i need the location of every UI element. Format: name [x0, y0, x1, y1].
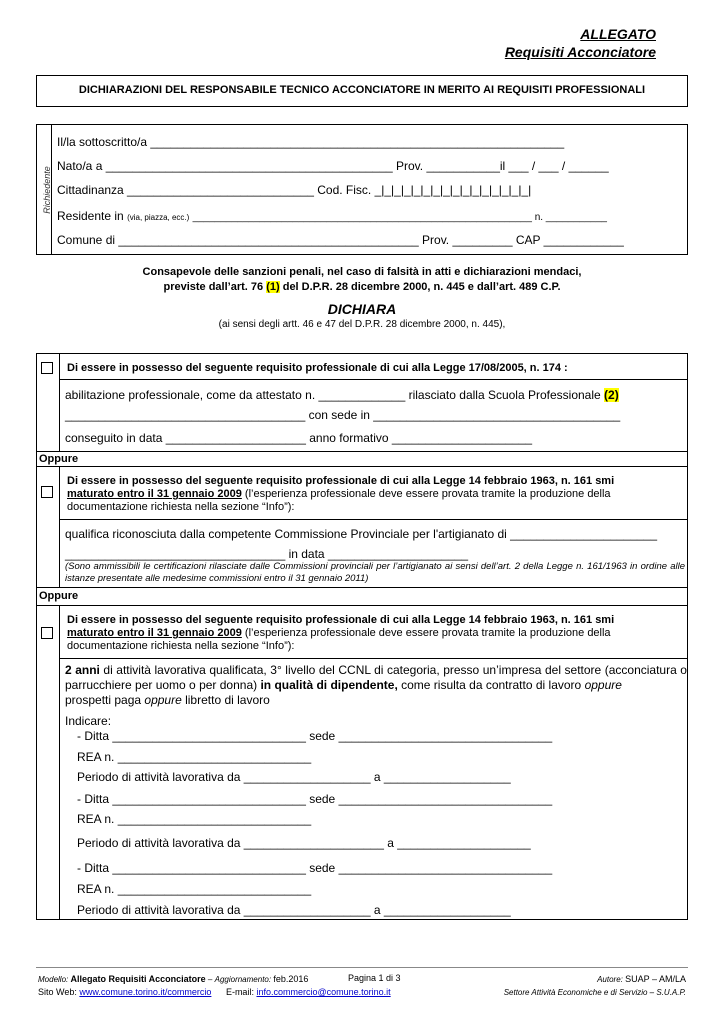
periodo-field-2[interactable]: Periodo di attività lavorativa da _____________________ a ____________________ — [77, 836, 531, 850]
section3-title-b: maturato entro il 31 gennaio 2009 (l’esperienza professionale deve essere provata tramite la produzione della — [67, 627, 611, 639]
section3-title-a: Di essere in possesso del seguente requisito professionale di cui alla Legge 14 febbraio 1963, n. 161 smi — [67, 614, 615, 626]
section2-note: (Sono ammissibili le certificazioni rilasciate dalle Commissioni provinciali per l’artigianato ai sensi dell’art. 2 della Legge n. 161/1963 in ordine alle istanze presentate alle medesime commissioni entro il 31 gennaio 2011) — [65, 561, 685, 584]
nato-field[interactable]: Nato/a a ___________________________________________ Prov. ___________il ___ / ___ / ______ — [57, 159, 609, 173]
ditta-field-3[interactable]: - Ditta _____________________________ sede ________________________________ — [77, 861, 553, 875]
section1-checkbox[interactable] — [41, 362, 53, 374]
indicare-label: Indicare: — [65, 714, 112, 728]
qualifica-data-line[interactable]: _________________________________ in data _____________________ — [65, 547, 469, 561]
section1-title: Di essere in possesso del seguente requisito professionale di cui alla Legge 17/08/2005, n. 174 : — [67, 362, 568, 374]
section2-title-c: documentazione richiesta nella sezione “Info”): — [67, 501, 295, 513]
section2-title-a: Di essere in possesso del seguente requisito professionale di cui alla Legge 14 febbraio 1963, n. 161 smi — [67, 475, 615, 487]
section3-title-c: documentazione richiesta nella sezione “Info”): — [67, 640, 295, 652]
title-box — [36, 75, 688, 107]
rea-field-3[interactable]: REA n. _____________________________ — [77, 882, 312, 896]
email-link[interactable]: info.commercio@comune.torino.it — [256, 987, 391, 997]
consapevole-line2: previste dall’art. 76 (1) del D.P.R. 28 dicembre 2000, n. 445 e dall’art. 489 C.P. — [163, 281, 561, 293]
header-allegato: ALLEGATO — [580, 26, 656, 42]
residente-blank: _____________________________________________________________ n. ___________ — [192, 212, 607, 223]
periodo-field-3[interactable]: Periodo di attività lavorativa da ___________________ a ___________________ — [77, 903, 511, 917]
footer-pagina: Pagina 1 di 3 — [348, 973, 401, 983]
comune-field[interactable]: Comune di _____________________________________________ Prov. _________ CAP ____________ — [57, 233, 624, 247]
periodo-field-1[interactable]: Periodo di attività lavorativa da ___________________ a ___________________ — [77, 770, 511, 784]
rea-field-2[interactable]: REA n. _____________________________ — [77, 812, 312, 826]
oppure-label-2: Oppure — [39, 590, 79, 602]
cittadinanza-field[interactable]: Cittadinanza ____________________________ Cod. Fisc. _|_|_|_|_|_|_|_|_|_|_|_|_|_|_|_| — [57, 183, 532, 197]
ditta-field-2[interactable]: - Ditta _____________________________ sede ________________________________ — [77, 792, 553, 806]
sottoscritto-field[interactable]: Il/la sottoscritto/a ______________________________________________________________ — [57, 135, 565, 149]
abilitazione-line[interactable]: abilitazione professionale, come da attestato n. _____________ rilasciato dalla Scuola Professionale (2) — [65, 388, 619, 402]
section2-title-b: maturato entro il 31 gennaio 2009 (l’esperienza professionale deve essere provata tramite la produzione della — [67, 488, 611, 500]
footer-settore: Settore Attività Economiche e di Servizio – S.U.A.P. — [503, 988, 686, 997]
rea-field-1[interactable]: REA n. _____________________________ — [77, 750, 312, 764]
consapevole-line1: Consapevole delle sanzioni penali, nel caso di falsità in atti e dichiarazioni mendaci, — [142, 266, 582, 278]
dichiara-heading: DICHIARA — [327, 301, 397, 317]
section3-checkbox[interactable] — [41, 627, 53, 639]
declarations-box — [36, 353, 688, 920]
title-text: DICHIARAZIONI DEL RESPONSABILE TECNICO ACCONCIATORE IN MERITO AI REQUISITI PROFESSIONALI — [78, 84, 646, 96]
note-ref-1[interactable]: (1) — [266, 281, 280, 293]
oppure-label-1: Oppure — [39, 453, 79, 465]
section3-paragraph: 2 anni di attività lavorativa qualificata, 3° livello del CCNL di categoria, presso un’impresa del settore (acconciatura o parrucchiere per uomo o per donna) in qualità di dipendente, come risulta da contratto di lavoro oppure prospetti paga oppure libretto di lavoro — [65, 663, 687, 707]
conseguito-line[interactable]: conseguito in data _____________________ anno formativo _____________________ — [65, 431, 533, 445]
richiedente-box — [36, 124, 688, 255]
qualifica-line[interactable]: qualifica riconosciuta dalla competente Commissione Provinciale per l'artigianato di ______________________ — [65, 527, 658, 541]
residente-field[interactable] — [57, 209, 607, 223]
sede-line[interactable]: ____________________________________ con sede in _____________________________________ — [65, 408, 621, 422]
header-subtitle: Requisiti Acconciatore — [504, 44, 656, 60]
section2-checkbox[interactable] — [41, 486, 53, 498]
ditta-field-1[interactable]: - Ditta _____________________________ sede ________________________________ — [77, 729, 553, 743]
footer-modello: Modello: Allegato Requisiti Acconciatore – Aggiornamento: feb.2016 — [38, 974, 309, 984]
sito-link[interactable]: www.comune.torino.it/commercio — [79, 987, 212, 997]
note-ref-2[interactable]: (2) — [604, 388, 619, 402]
residente-label: Residente in — [57, 209, 124, 223]
footer-autore: Autore: SUAP – AM/LA — [597, 974, 686, 984]
residente-hint: (via, piazza, ecc.) — [127, 213, 190, 222]
ai-sensi: (ai sensi degli artt. 46 e 47 del D.P.R. 28 dicembre 2000, n. 445), — [218, 319, 506, 330]
richiedente-side-label: Richiedente — [42, 166, 52, 214]
footer-sito: Sito Web: www.comune.torino.it/commercio E-mail: info.commercio@comune.torino.it — [38, 987, 391, 997]
